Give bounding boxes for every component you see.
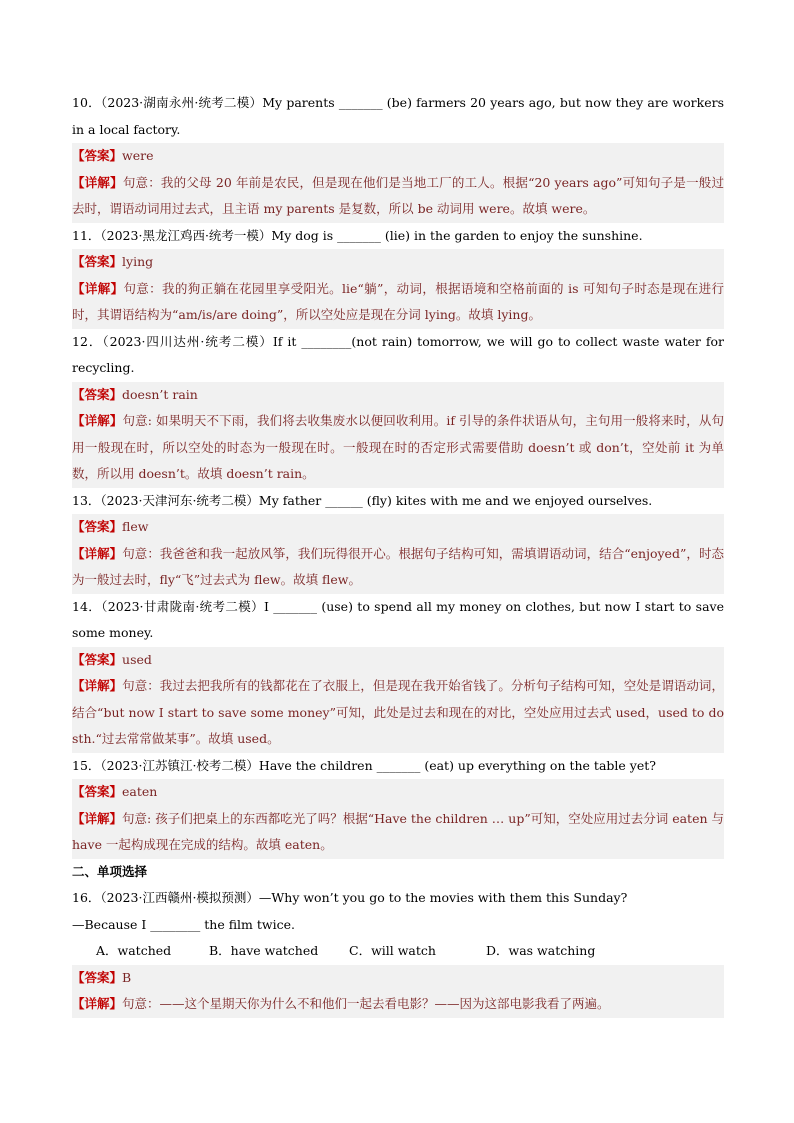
answer-text: eaten	[122, 784, 158, 799]
option-a: A．watched	[96, 943, 172, 958]
answer-13	[72, 514, 724, 541]
answer-text: B	[122, 969, 132, 985]
answer-label: 【答案】	[72, 254, 123, 269]
detail-text: 句意：我爸爸和我一起放风筝，我们玩得很开心。根据句子结构可知，需填谓语动词，结合“enjoyed”，时态为一般过去时，fly“飞”过去式为 flew。故填 flew。	[72, 545, 724, 587]
question-13: 13．（2023·天津河东·统考二模）My father ______ (fly) kites with me and we enjoyed ourselves.	[72, 492, 653, 508]
question-16-options	[72, 938, 724, 965]
answer-14	[72, 647, 724, 674]
answer-label: 【答案】	[72, 784, 123, 799]
detail-15	[72, 806, 724, 859]
answer-label: 【答案】	[72, 969, 123, 985]
answer-12	[72, 382, 724, 409]
document-content	[72, 90, 724, 1018]
detail-text: 句意：——这个星期天你为什么不和他们一起去看电影？——因为这部电影我看了两遍。	[122, 996, 610, 1011]
detail-text: 句意: 孩子们把桌上的东西都吃光了吗？根据“Have the children … up”可知，空处应用过去分词 eaten 与 have 一起构成现在完成的结构。故填 eaten。	[72, 810, 724, 852]
answer-text: flew	[122, 519, 149, 534]
detail-13	[72, 541, 724, 594]
question-12: 12．（2023·四川达州·统考二模）If it ________(not rain) tomorrow, we will go to collect waste water for recycling.	[72, 333, 724, 375]
detail-12	[72, 408, 724, 488]
detail-text: 句意：我过去把我所有的钱都花在了衣服上，但是现在我开始省钱了。分析句子结构可知，空处是谓语动词，结合“but now I start to save some money”可知，此处是过去和现在的对比，空处应用过去式 used，used to do sth.“过去常常做某事”。故填 used。	[72, 678, 724, 746]
question-16-line-1: 16．（2023·江西赣州·模拟预测）—Why won’t you go to the movies with them this Sunday?	[72, 890, 628, 905]
option-b: B．have watched	[209, 943, 319, 958]
answer-11	[72, 249, 724, 276]
section-heading: 二、单项选择	[72, 863, 148, 879]
answer-10	[72, 143, 724, 170]
answer-16	[72, 965, 724, 992]
detail-label: 【详解】	[72, 174, 123, 190]
answer-text: lying	[122, 254, 154, 269]
detail-text: 句意：我的父母 20 年前是农民，但是现在他们是当地工厂的工人。根据“20 years ago”可知句子是一般过去时，谓语动词用过去式，且主语 my parents 是复数，所以 be 动词用 were。故填 were。	[72, 174, 724, 216]
detail-16	[72, 991, 724, 1018]
detail-text: 句意: 如果明天不下雨，我们将去收集废水以便回收利用。if 引导的条件状语从句，主句用一般将来时，从句用一般现在时，所以空处的时态为一般现在时。一般现在时的否定形式需要借助 doesn’t 或 don’t，空处前 it 为单数，所以用 doesn’t。故填 doesn’t rain。	[72, 413, 724, 481]
answer-text: were	[122, 148, 154, 163]
option-c: C．will watch	[349, 943, 436, 958]
answer-label: 【答案】	[72, 148, 123, 163]
answer-label: 【答案】	[72, 519, 123, 534]
question-14: 14．（2023·甘肃陇南·统考二模）I _______ (use) to spend all my money on clothes, but now I start to save some money.	[72, 598, 724, 640]
question-16-line-2: —Because I ________ the film twice.	[72, 916, 295, 932]
detail-label: 【详解】	[72, 545, 123, 561]
detail-label: 【详解】	[72, 413, 123, 428]
detail-14	[72, 673, 724, 753]
answer-text: doesn’t rain	[122, 386, 198, 402]
detail-label: 【详解】	[72, 678, 123, 693]
question-10: 10．（2023·湖南永州·统考二模）My parents _______ (be) farmers 20 years ago, but now they are workers in a local factory.	[72, 95, 724, 137]
answer-label: 【答案】	[72, 386, 123, 402]
question-15: 15．（2023·江苏镇江·校考二模）Have the children _______ (eat) up everything on the table yet?	[72, 757, 656, 773]
detail-label: 【详解】	[72, 996, 123, 1011]
option-d: D．was watching	[486, 943, 596, 958]
detail-10	[72, 170, 724, 223]
detail-11	[72, 276, 724, 329]
detail-text: 句意：我的狗正躺在花园里享受阳光。lie“躺”，动词，根据语境和空格前面的 is 可知句子时态是现在进行时，其谓语结构为“am/is/are doing”，所以空处应是现在分词 lying。故填 lying。	[72, 280, 724, 322]
answer-label: 【答案】	[72, 651, 123, 667]
answer-text: used	[122, 651, 152, 667]
answer-15	[72, 779, 724, 806]
detail-label: 【详解】	[72, 280, 124, 296]
detail-label: 【详解】	[72, 810, 123, 826]
question-11: 11．（2023·黑龙江鸡西·统考一模）My dog is _______ (lie) in the garden to enjoy the sunshine.	[72, 227, 643, 243]
